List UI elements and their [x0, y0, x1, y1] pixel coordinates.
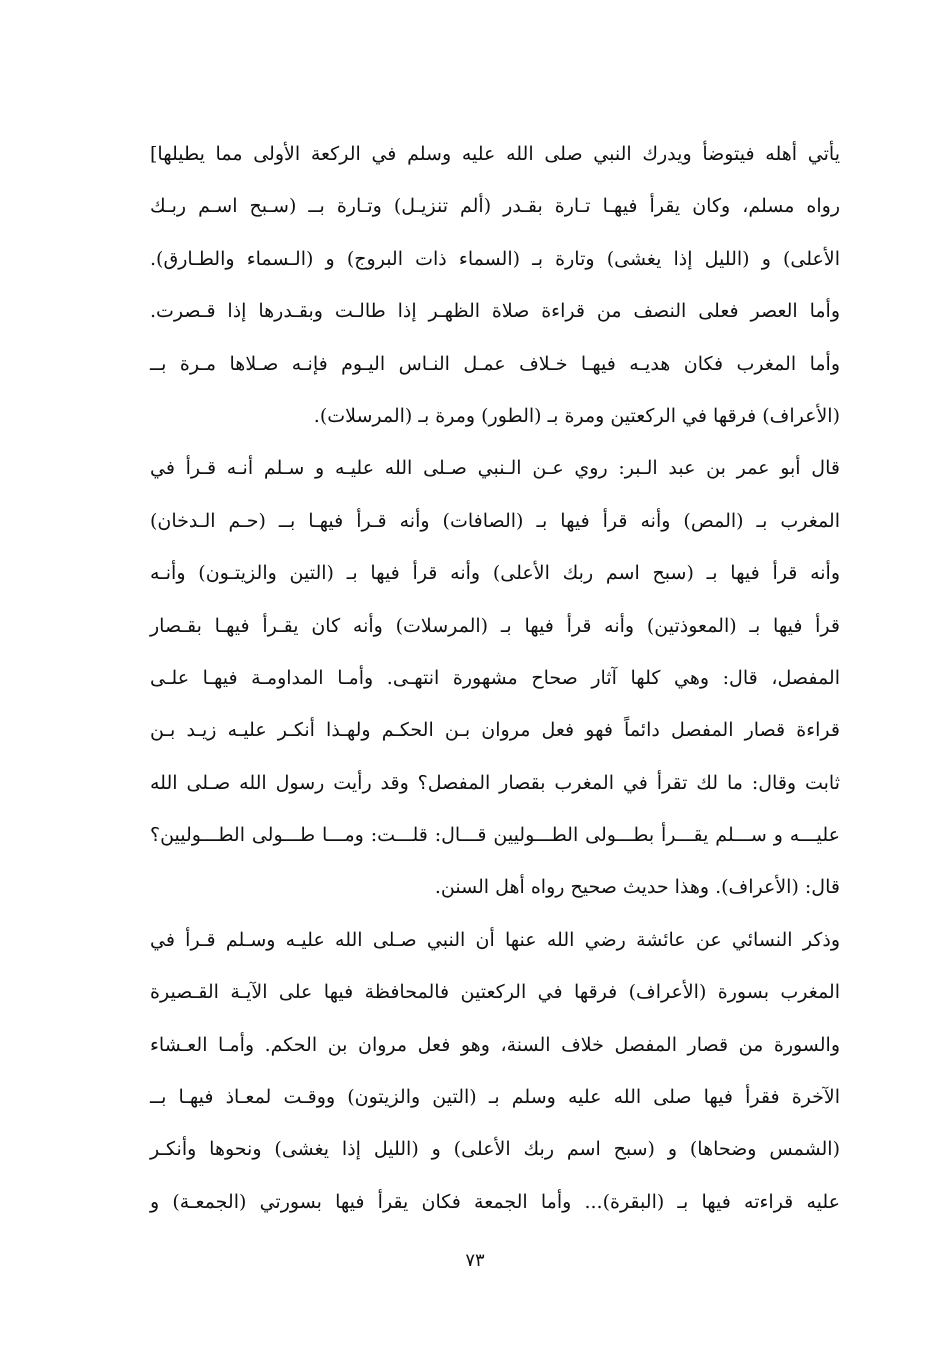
text-line-12: قراءة قصار المفصل دائماً فهو فعل مروان بـن الحكـم ولهـذا أنكـر عليـه زيـد بـن — [150, 719, 840, 742]
text-line-1: يأتي أهله فيتوضأ ويدرك النبي صلى الله عليه وسلم في الركعة الأولى مما يطيلها] — [150, 143, 840, 165]
text-line-17: المغرب بسورة (الأعراف) فرقها في الركعتين فالمحافظة فيها على الآيـة القـصيرة — [150, 981, 840, 1004]
text-line-10: قرأ فيها بـ (المعوذتين) وأنه قرأ فيها بـ (المرسلات) وأنه كان يقـرأ فيهـا بقـصار — [150, 614, 840, 637]
text-line-7: قال أبو عمر بن عبد الـبر: روي عـن الـنبي صـلى الله عليـه و سـلم أنـه قـرأ في — [150, 457, 840, 480]
text-line-19: الآخرة فقرأ فيها صلى الله عليه وسلم بـ (التين والزيتون) ووقـت لمعـاذ فيهـا بــ — [150, 1086, 840, 1109]
text-line-14: عليـــه و ســـلم يقـــرأ بطـــولى الطـــوليين قـــال: قلـــت: ومـــا طـــولى الطـــوليين؟ — [150, 824, 840, 847]
text-line-15: قال: (الأعراف). وهذا حديث صحيح رواه أهل السنن. — [434, 876, 840, 899]
text-line-13: ثابت وقال: ما لك تقرأ في المغرب بقصار المفصل؟ وقد رأيت رسول الله صـلى الله — [150, 771, 840, 794]
text-line-11: المفصل، قال: وهي كلها آثار صحاح مشهورة انتهـى. وأمـا المداومـة فيهـا علـى — [150, 666, 840, 689]
text-line-5: وأما المغرب فكان هديـه فيهـا خـلاف عمـل النـاس اليـوم فإنـه صـلاها مـرة بــ — [150, 352, 840, 375]
text-line-4: وأما العصر فعلى النصف من قراءة صلاة الظهـر إذا طالـت وبقـدرها إذا قـصرت. — [150, 300, 840, 323]
text-line-21: عليه قراءته فيها بـ (البقرة)... وأما الجمعة فكان يقرأ فيها بسورتي (الجمعـة) و — [150, 1190, 840, 1213]
text-line-16: وذكر النسائي عن عائشة رضي الله عنها أن النبي صـلى الله عليـه وسـلم قـرأ في — [150, 928, 840, 951]
text-line-18: والسورة من قصار المفصل خلاف السنة، وهو فعل مروان بن الحكم. وأمـا العـشاء — [150, 1033, 840, 1056]
page-number: ٧٣ — [465, 1250, 485, 1271]
text-line-8: المغرب بـ (المص) وأنه قرأ فيها بـ (الصافات) وأنه قـرأ فيهـا بــ (حـم الـدخان) — [150, 509, 840, 532]
text-line-2: رواه مسلم، وكان يقرأ فيهـا تـارة بقـدر (ألم تنزيـل) وتـارة بــ (سـبح اسـم ربـك — [150, 195, 840, 218]
page-body — [150, 128, 840, 1228]
text-line-20: (الشمس وضحاها) و (سبح اسم ربك الأعلى) و (الليل إذا يغشى) ونحوها وأنكـر — [150, 1138, 840, 1161]
text-line-9: وأنه قرأ فيها بـ (سبح اسم ربك الأعلى) وأنه قرأ فيها بـ (التين والزيتـون) وأنـه — [150, 562, 840, 585]
text-line-6: (الأعراف) فرقها في الركعتين ومرة بـ (الطور) ومرة بـ (المرسلات). — [313, 404, 840, 427]
text-line-3: الأعلى) و (الليل إذا يغشى) وتارة بـ (السماء ذات البروج) و (الـسماء والطـارق). — [150, 247, 840, 270]
